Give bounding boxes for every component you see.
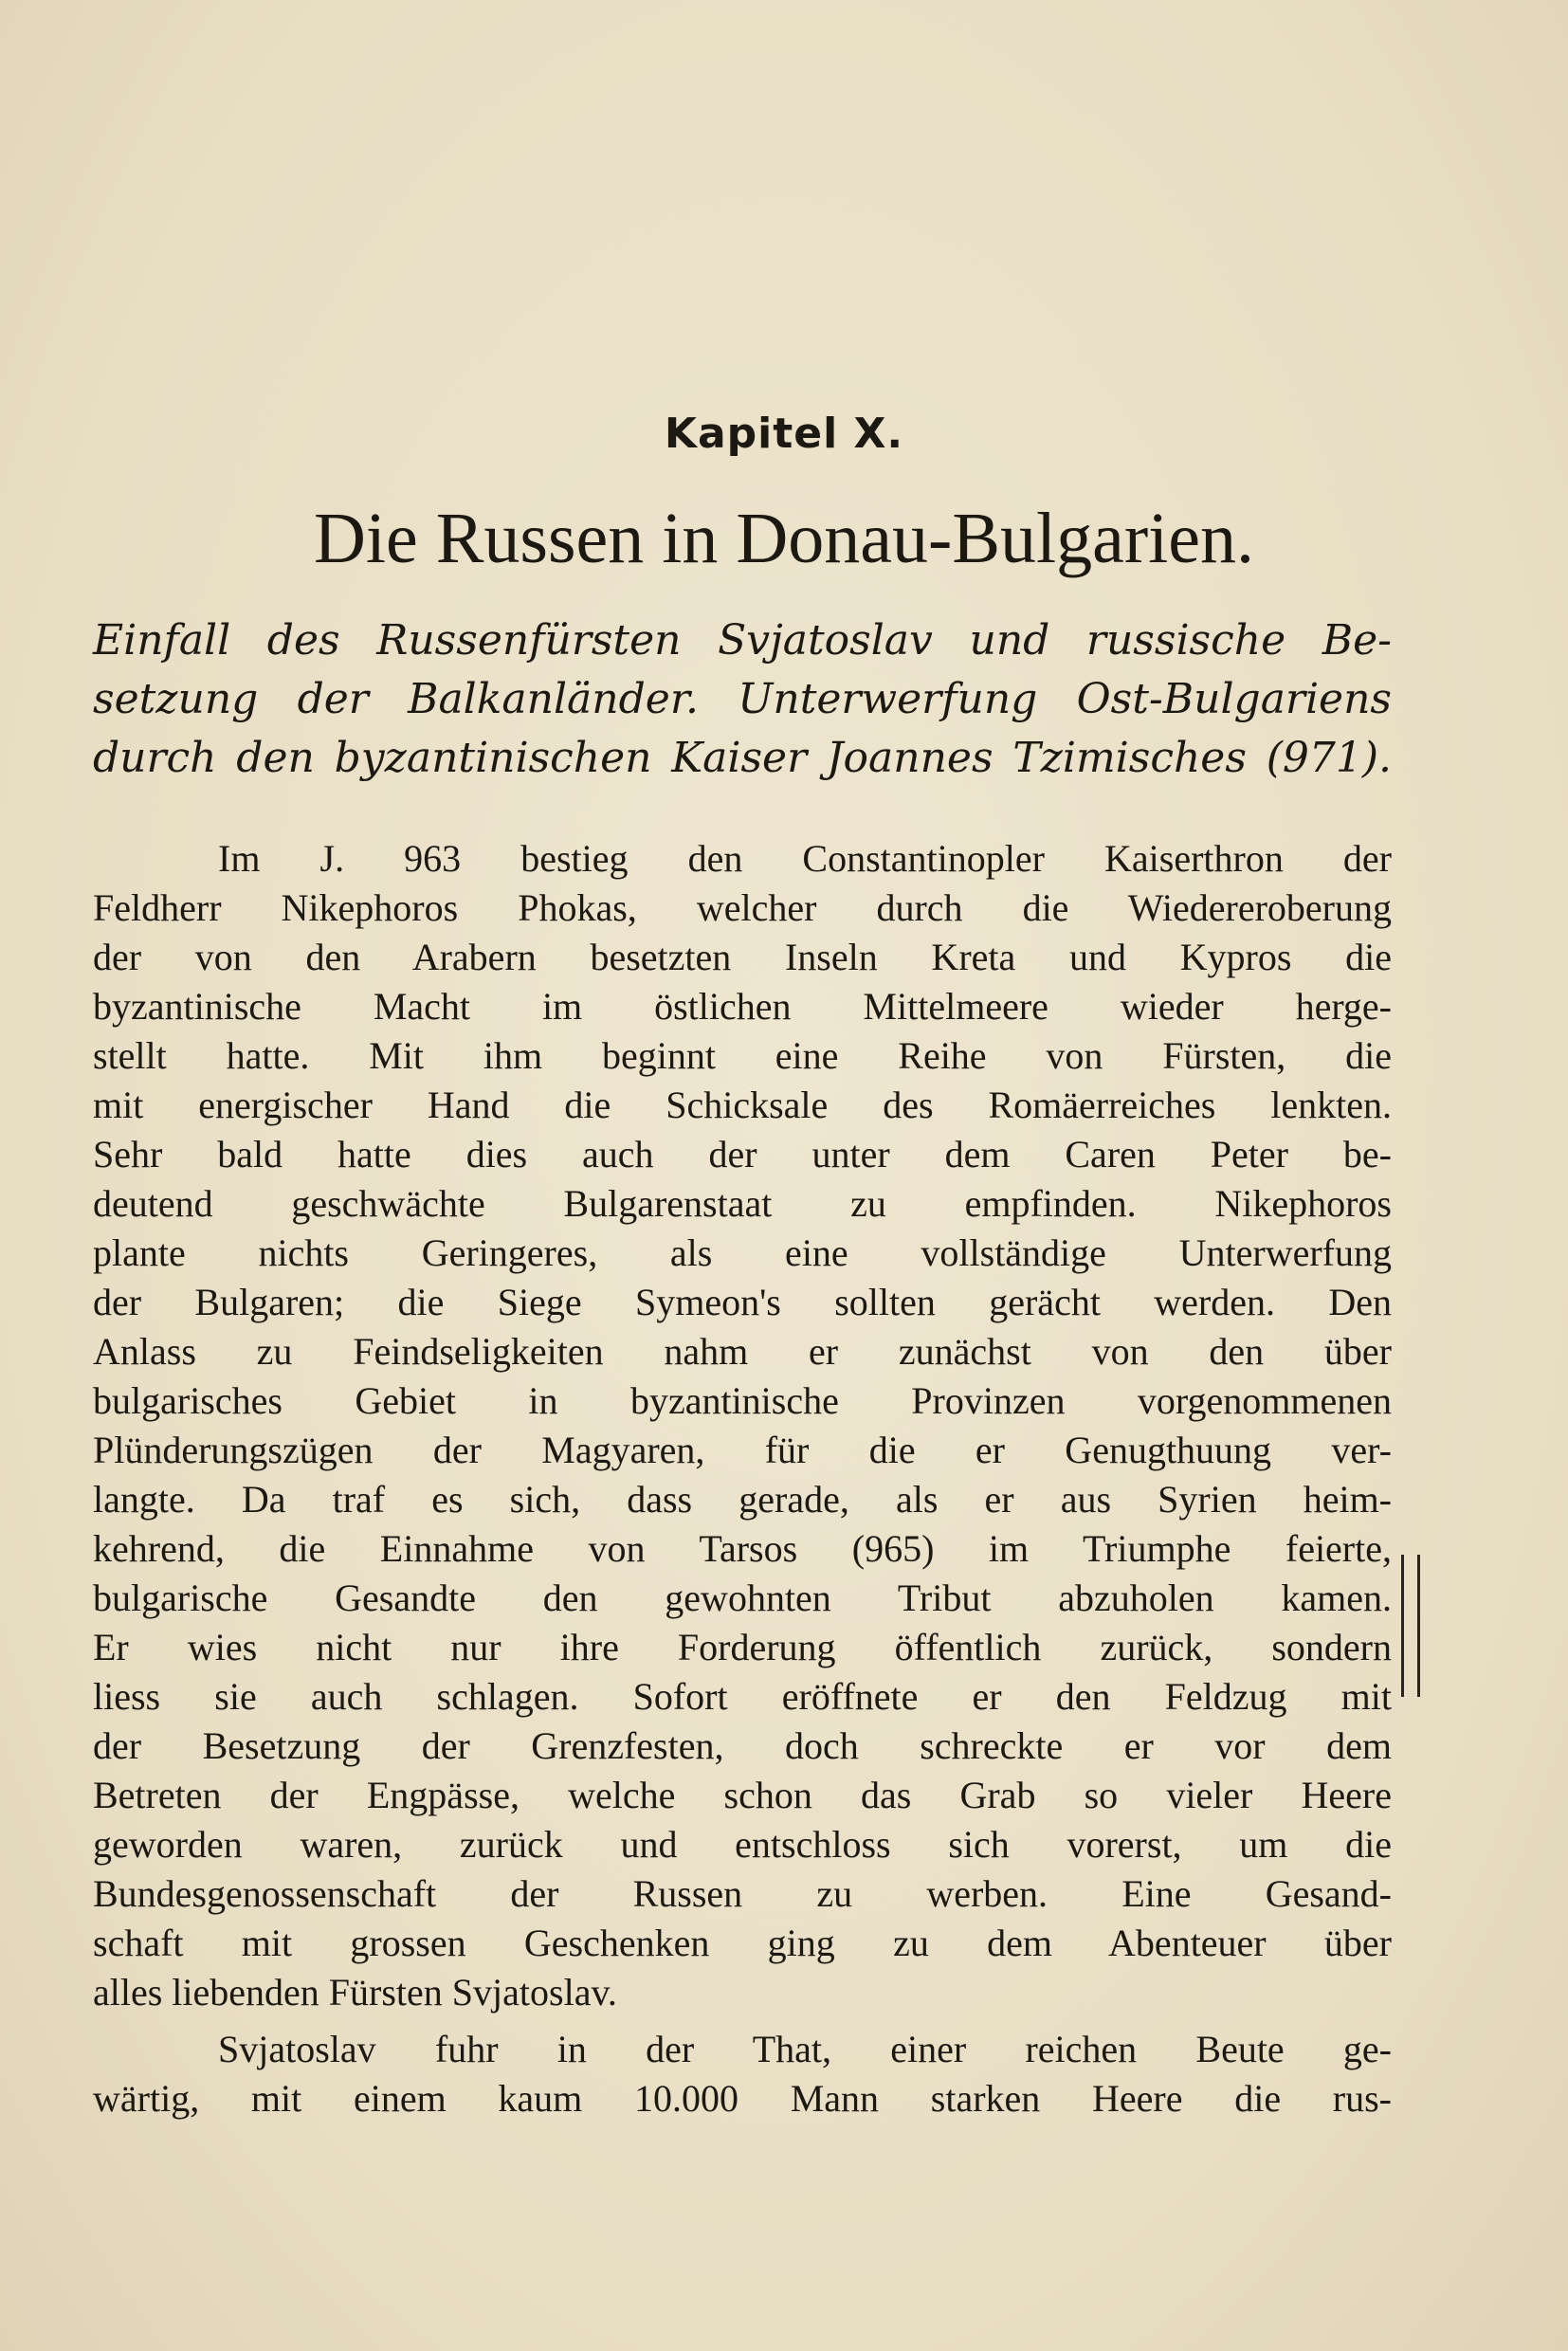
- body-line: bulgarische Gesandte den gewohnten Tribut abzuholen kamen.: [93, 1576, 1392, 1619]
- body-line: der Besetzung der Grenzfesten, doch schreckte er vor dem: [93, 1724, 1392, 1767]
- body-line: liess sie auch schlagen. Sofort eröffnete er den Feldzug mit: [93, 1675, 1392, 1718]
- summary-line: Einfall des Russenfürsten Svjatoslav und russische Be-: [93, 616, 1392, 665]
- body-line: geworden waren, zurück und entschloss sich vorerst, um die: [93, 1823, 1392, 1866]
- body-line: Feldherr Nikephoros Phokas, welcher durch die Wiedereroberung: [93, 886, 1392, 929]
- body-line: der Bulgaren; die Siege Symeon's sollten gerächt werden. Den: [93, 1281, 1392, 1323]
- summary-line: durch den byzantinischen Kaiser Joannes Tzimisches (971).: [93, 734, 1392, 782]
- body-line: Svjatoslav fuhr in der That, einer reichen Beute ge-: [218, 2028, 1392, 2070]
- body-line: Sehr bald hatte dies auch der unter dem Caren Peter be-: [93, 1133, 1392, 1176]
- chapter-title: Die Russen in Donau-Bulgarien.: [313, 499, 1255, 578]
- body-line: wärtig, mit einem kaum 10.000 Mann starken Heere die rus-: [93, 2077, 1392, 2120]
- summary-line: setzung der Balkanländer. Unterwerfung Ost-Bulgariens: [93, 675, 1392, 723]
- body-line: Im J. 963 bestieg den Constantinopler Kaiserthron der: [218, 837, 1392, 880]
- body-line: Bundesgenossenschaft der Russen zu werben. Eine Gesand-: [93, 1872, 1392, 1915]
- margin-mark-pencil: [1401, 1555, 1420, 1697]
- body-line: bulgarisches Gebiet in byzantinische Provinzen vorgenommenen: [93, 1379, 1392, 1422]
- body-line: Anlass zu Feindseligkeiten nahm er zunächst von den über: [93, 1330, 1392, 1373]
- body-line: der von den Arabern besetzten Inseln Kreta und Kypros die: [93, 936, 1392, 978]
- body-line: Er wies nicht nur ihre Forderung öffentlich zurück, sondern: [93, 1626, 1392, 1668]
- body-line: byzantinische Macht im östlichen Mittelmeere wieder herge-: [93, 985, 1392, 1028]
- body-line: kehrend, die Einnahme von Tarsos (965) im Triumphe feierte,: [93, 1527, 1392, 1570]
- body-line: alles liebenden Fürsten Svjatoslav.: [93, 1971, 617, 2014]
- body-line: schaft mit grossen Geschenken ging zu dem Abenteuer über: [93, 1922, 1392, 1964]
- body-line: stellt hatte. Mit ihm beginnt eine Reihe von Fürsten, die: [93, 1034, 1392, 1077]
- body-line: Betreten der Engpässe, welche schon das Grab so vieler Heere: [93, 1774, 1392, 1816]
- body-line: deutend geschwächte Bulgarenstaat zu empfinden. Nikephoros: [93, 1182, 1392, 1225]
- chapter-number: Kapitel X.: [664, 410, 904, 458]
- body-line: Plünderungszügen der Magyaren, für die er Genugthuung ver-: [93, 1429, 1392, 1471]
- body-line: plante nichts Geringeres, als eine vollständige Unterwerfung: [93, 1231, 1392, 1274]
- body-line: mit energischer Hand die Schicksale des Romäerreiches lenkten.: [93, 1084, 1392, 1126]
- body-line: langte. Da traf es sich, dass gerade, als er aus Syrien heim-: [93, 1478, 1392, 1521]
